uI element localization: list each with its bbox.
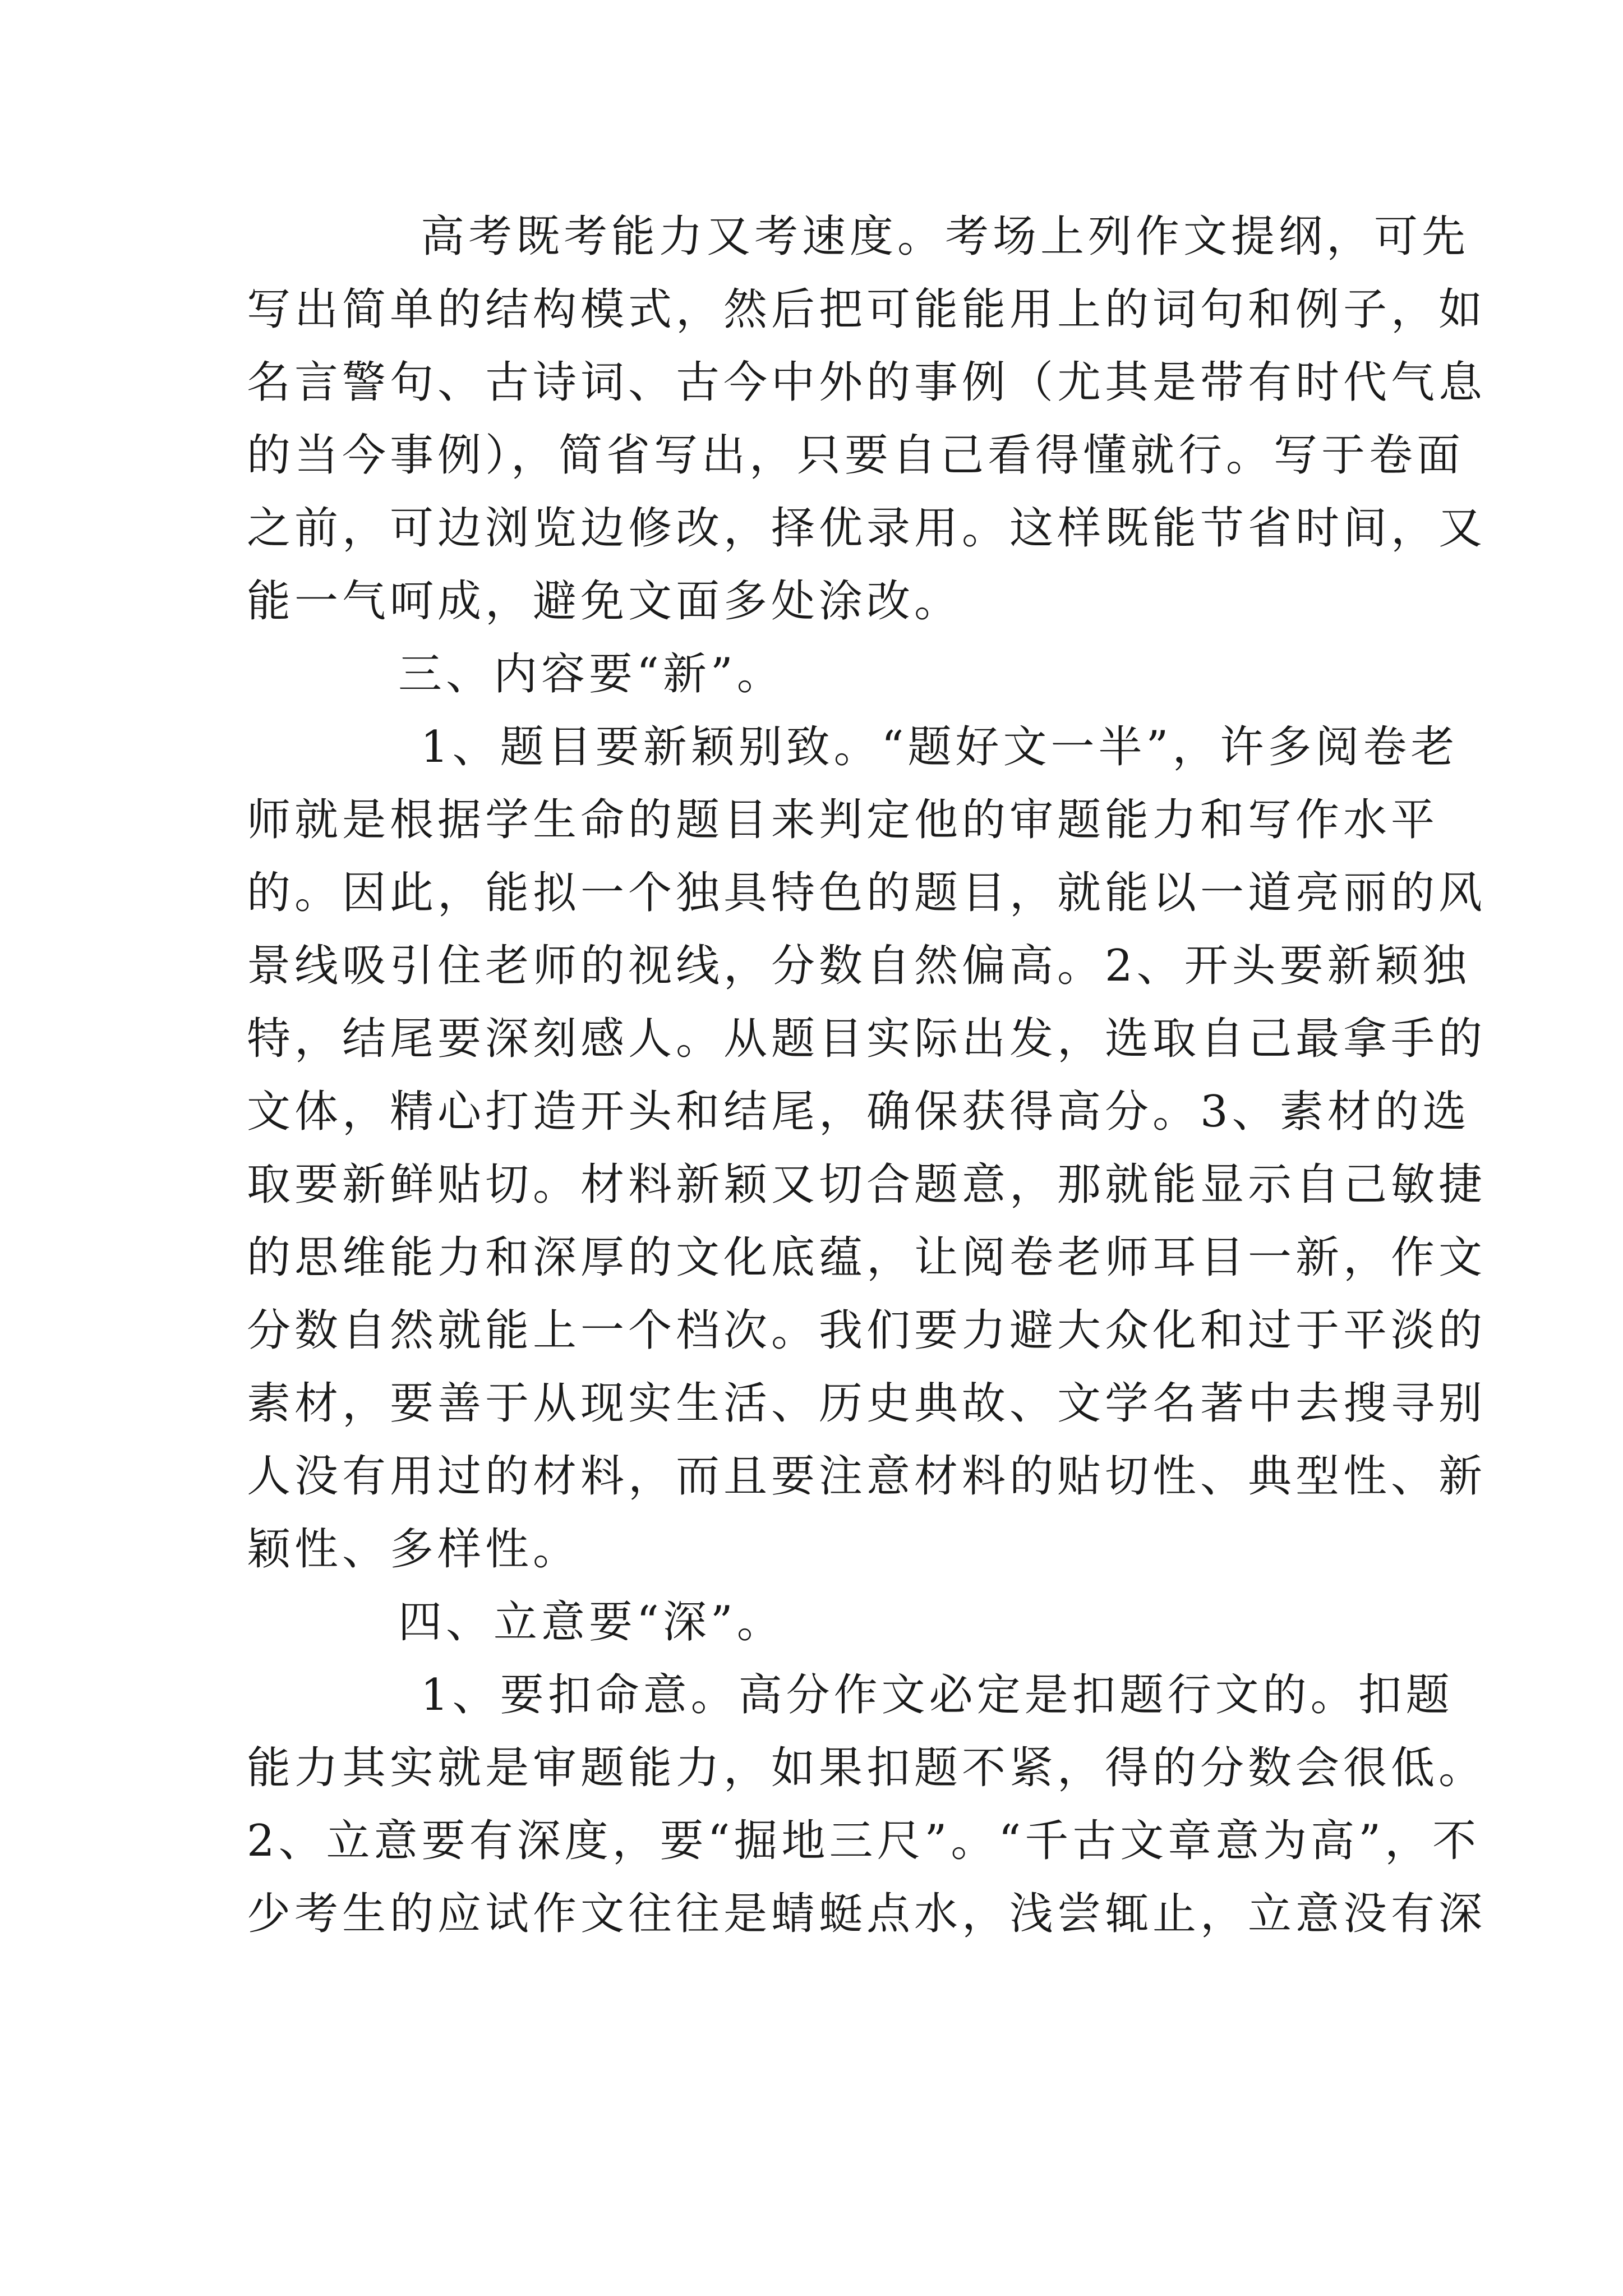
text-line: 文体，精心打造开头和结尾，确保获得高分。3、素材的选 [247,1087,1470,1137]
text-line: 的思维能力和深厚的文化底蕴，让阅卷老师耳目一新，作文 [247,1232,1487,1283]
text-line: 2、立意要有深度，要“掘地三尺”。“千古文章意为高”，不 [247,1816,1481,1866]
section-heading: 三、内容要“新”。 [398,649,785,700]
text-line: 分数自然就能上一个档次。我们要力避大众化和过于平淡的 [247,1305,1487,1356]
text-line: 人没有用过的材料，而且要注意材料的贴切性、典型性、新 [247,1451,1487,1502]
text-line: 素材，要善于从现实生活、历史典故、文学名著中去搜寻别 [247,1378,1487,1429]
text-line: 景线吸引住老师的视线，分数自然偏高。2、开头要新颖独 [247,941,1470,991]
text-line: 之前，可边浏览边修改，择优录用。这样既能节省时间，又 [247,503,1487,554]
text-line: 的。因此，能拟一个独具特色的题目，就能以一道亮丽的风 [247,868,1487,918]
text-line: 1、题目要新颖别致。“题好文一半”，许多阅卷老 [421,722,1459,772]
section-heading: 四、立意要“深”。 [398,1597,785,1648]
text-line: 特，结尾要深刻感人。从题目实际出发，选取自己最拿手的 [247,1014,1487,1064]
text-line: 1、要扣命意。高分作文必定是扣题行文的。扣题 [421,1670,1454,1720]
text-line: 写出简单的结构模式，然后把可能能用上的词句和例子，如 [247,284,1487,335]
text-line: 的当今事例），简省写出，只要自己看得懂就行。写于卷面 [247,430,1465,481]
text-line: 颖性、多样性。 [247,1524,581,1575]
text-line: 师就是根据学生命的题目来判定他的审题能力和写作水平 [247,795,1439,845]
text-line: 高考既考能力又考速度。考场上列作文提纲，可先 [421,211,1470,262]
text-line: 取要新鲜贴切。材料新颖又切合题意，那就能显示自己敏捷 [247,1159,1487,1210]
text-line: 名言警句、古诗词、古今中外的事例（尤其是带有时代气息 [247,357,1487,408]
text-line: 能一气呵成，避免文面多处涂改。 [247,576,962,627]
text-line: 少考生的应试作文往往是蜻蜓点水，浅尝辄止，立意没有深 [247,1889,1487,1939]
text-line: 能力其实就是审题能力，如果扣题不紧，得的分数会很低。 [247,1743,1487,1793]
